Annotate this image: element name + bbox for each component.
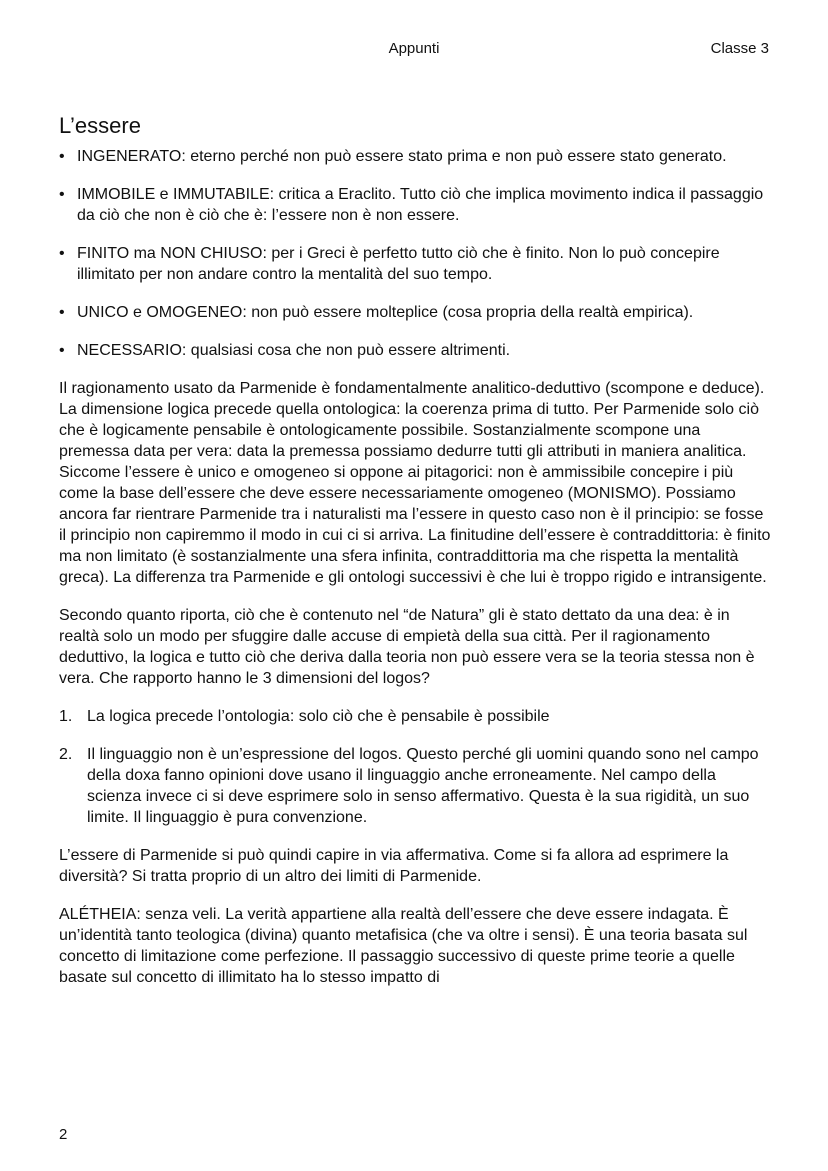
list-item xyxy=(59,744,773,828)
section-title: L’essere xyxy=(59,113,141,138)
list-item-text: NECESSARIO: qualsiasi cosa che non può essere altrimenti. xyxy=(77,342,511,359)
list-item xyxy=(59,340,773,361)
bullet-marker: • xyxy=(59,342,65,359)
header-title: Appunti xyxy=(388,40,440,57)
list-number: 2. xyxy=(59,746,73,763)
list-item xyxy=(59,146,773,167)
page-content xyxy=(59,112,773,1005)
paragraph-diversity: L’essere di Parmenide si può quindi capire in via affermativa. Come si fa allora ad esprimere la diversità? Si tratta proprio di un altro dei limiti di Parmenide. xyxy=(59,847,729,885)
list-item-text: IMMOBILE e IMMUTABILE: critica a Eraclito. Tutto ciò che implica movimento indica il passaggio da ciò che non è ciò che è: l’essere non è non essere. xyxy=(77,186,764,224)
list-item-text: FINITO ma NON CHIUSO: per i Greci è perfetto tutto ciò che è finito. Non lo può concepire illimitato per non andare contro la mentalità del suo tempo. xyxy=(77,245,720,283)
paragraph-de-natura: Secondo quanto riporta, ciò che è contenuto nel “de Natura” gli è stato dettato da una dea: è in realtà solo un modo per sfuggire dalle accuse di empietà della sua città. Per il ragionamento deduttivo, la logica e tutto ciò che deriva dalla teoria non può essere vera se la teoria stessa non è vera. Che rapporto hanno le 3 dimensioni del logos? xyxy=(59,607,755,687)
list-item-text: Il linguaggio non è un’espressione del logos. Questo perché gli uomini quando sono nel campo della doxa fanno opinioni dove usano il linguaggio anche erroneamente. Nel campo della scienza invece ci si deve esprimere solo in senso affermativo. Questa è la sua rigidità, un suo limite. Il linguaggio è pura convenzione. xyxy=(87,746,759,826)
logos-dimensions-list xyxy=(59,706,773,828)
list-item-text: UNICO e OMOGENEO: non può essere molteplice (cosa propria della realtà empirica). xyxy=(77,304,694,321)
bullet-marker: • xyxy=(59,186,65,203)
list-number: 1. xyxy=(59,708,73,725)
list-item-text: La logica precede l’ontologia: solo ciò che è pensabile è possibile xyxy=(87,708,550,725)
paragraph-reasoning: Il ragionamento usato da Parmenide è fondamentalmente analitico-deduttivo (scompone e deduce). La dimensione logica precede quella ontologica: la coerenza prima di tutto. Per Parmenide solo ciò che è logicamente pensabile è ontologicamente possibile. Sostanzialmente scompone una premessa data per vera: data la premessa possiamo dedurre tutti gli attributi in maniera analitica. Siccome l’essere è unico e omogeneo si oppone ai pitagorici: non è ammissibile concepire i più come la base dell’essere che deve essere necessariamente omogeneo (MONISMO). Possiamo ancora far rientrare Parmenide tra i naturalisti ma l’essere in questo caso non è il principio: se fosse il principio non capiremmo il modo in cui ci si arriva. La finitudine dell’essere è contraddittoria: è finito ma non limitato (è sostanzialmente una sfera infinita, contraddittoria ma che rispetta la mentalità greca). La differenza tra Parmenide e gli ontologi successivi è che lui è troppo rigido e intransigente. xyxy=(59,380,771,586)
list-item xyxy=(59,184,773,226)
bullet-marker: • xyxy=(59,245,65,262)
attributes-list xyxy=(59,146,773,361)
bullet-marker: • xyxy=(59,304,65,321)
list-item xyxy=(59,302,773,323)
list-item xyxy=(59,243,773,285)
page-number: 2 xyxy=(59,1126,68,1143)
header-class-label: Classe 3 xyxy=(710,40,769,57)
list-item-text: INGENERATO: eterno perché non può essere stato prima e non può essere stato generato. xyxy=(77,148,727,165)
bullet-marker: • xyxy=(59,148,65,165)
paragraph-aletheia: ALÉTHEIA: senza veli. La verità appartiene alla realtà dell’essere che deve essere indagata. È un’identità tanto teologica (divina) quanto metafisica (che va oltre i sensi). È una teoria basata sul concetto di limitazione come perfezione. Il passaggio successivo di queste prime teorie a quelle basate sul concetto di illimitato ha lo stesso impatto di xyxy=(59,906,748,986)
list-item xyxy=(59,706,773,727)
